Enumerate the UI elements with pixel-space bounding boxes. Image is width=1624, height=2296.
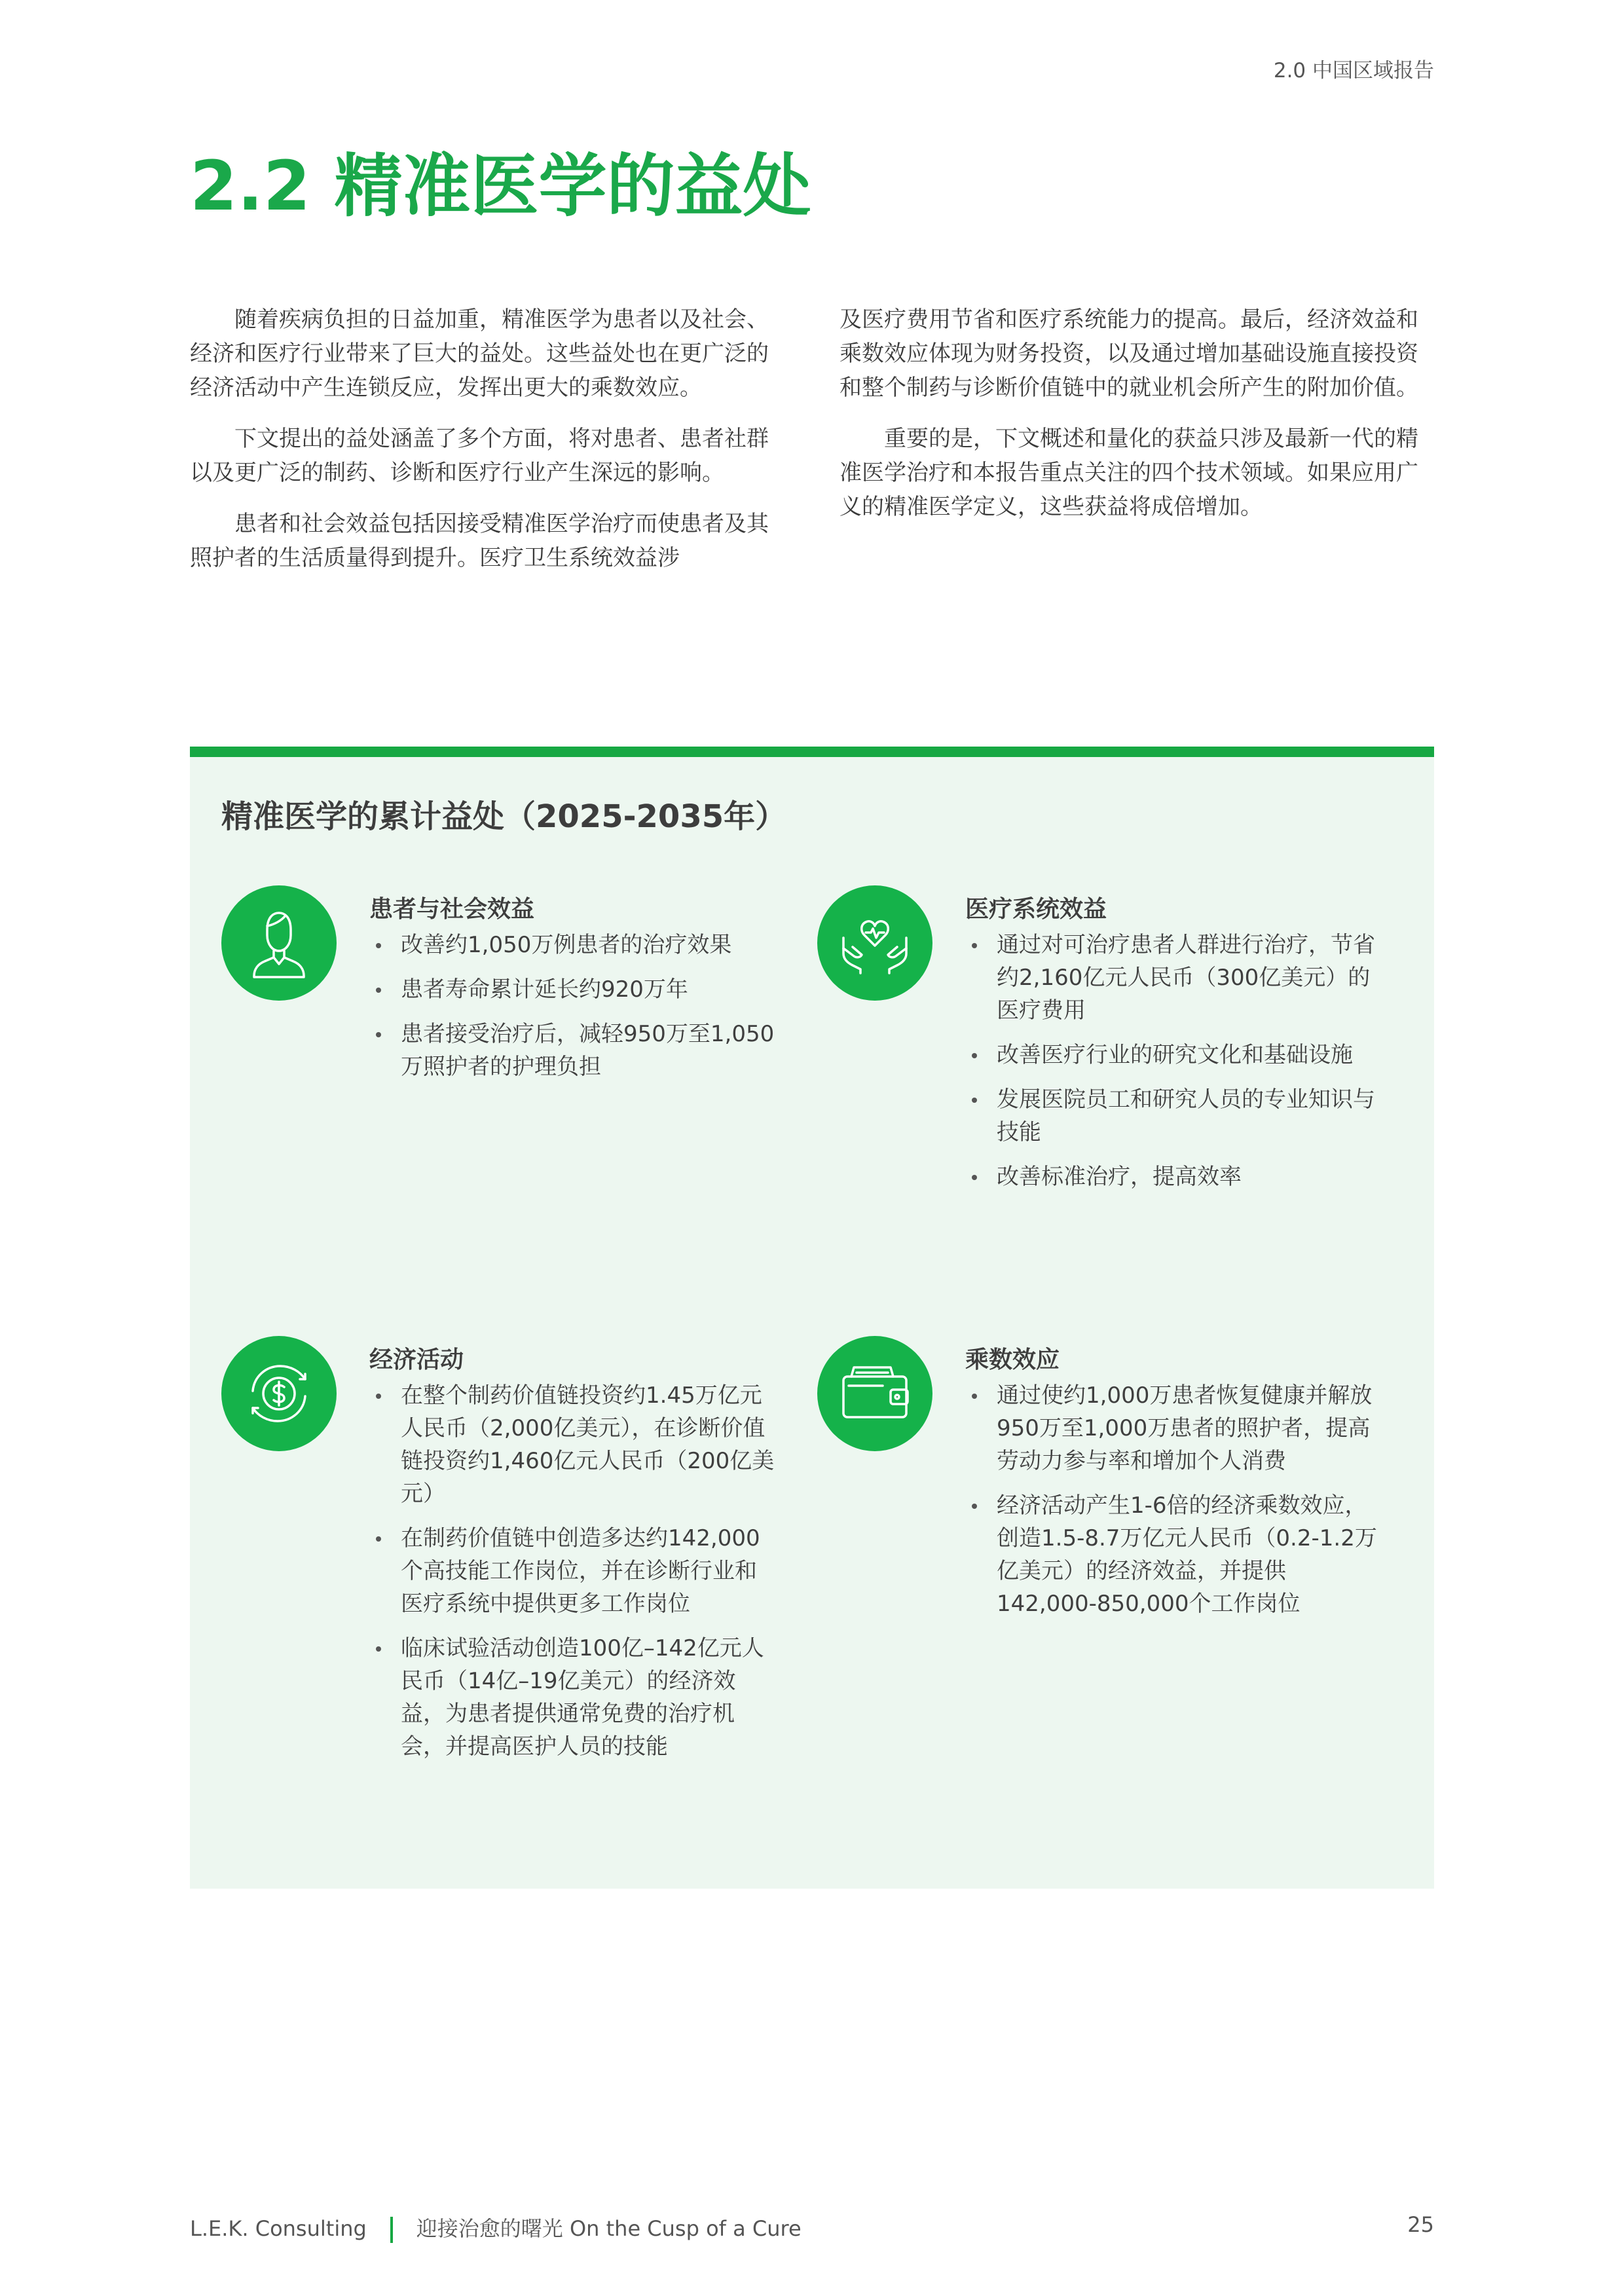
list-item: 在整个制药价值链投资约1.45万亿元人民币（2,000亿美元），在诊断价值链投资约1,460亿元人民币（200亿美元） [369,1379,775,1510]
company-name: L.E.K. Consulting [190,2216,367,2241]
list-item: 临床试验活动创造100亿–142亿元人民币（14亿–19亿美元）的经济效益，为患者提供通常免费的治疗机会，并提高医护人员的技能 [369,1632,775,1763]
dollar-cycle-icon [221,1336,337,1451]
block-title: 乘数效应 [965,1346,1060,1373]
bullet-list [965,1379,1384,1632]
paragraph: 随着疾病负担的日益加重，精准医学为患者以及社会、经济和医疗行业带来了巨大的益处。这些益处也在更广泛的经济活动中产生连锁反应，发挥出更大的乘数效应。 [190,306,769,401]
paragraph: 重要的是，下文概述和量化的获益只涉及最新一代的精准医学治疗和本报告重点关注的四个技术领域。如果应用广义的精准医学定义，这些获益将成倍增加。 [840,426,1418,520]
wallet-icon [817,1336,932,1451]
list-item: 改善医疗行业的研究文化和基础设施 [965,1039,1384,1071]
footer-divider [390,2217,393,2243]
page-number: 25 [1407,2212,1434,2237]
list-item: 在制药价值链中创造多达约142,000个高技能工作岗位，并在诊断行业和医疗系统中提供更多工作岗位 [369,1522,775,1620]
list-item: 经济活动产生1-6倍的经济乘数效应，创造1.5-8.7万亿元人民币（0.2-1.2万亿美元）的经济效益，并提供142,000-850,000个工作岗位 [965,1489,1384,1620]
bullet-list [369,929,775,1095]
list-item: 改善标准治疗，提高效率 [965,1160,1384,1193]
page-footer [190,2212,1434,2243]
heart-hands-icon [817,885,932,1001]
panel-title: 精准医学的累计益处（2025-2035年） [221,798,787,835]
right-text-column [840,303,1437,541]
paragraph: 下文提出的益处涵盖了多个方面，将对患者、患者社群以及更广泛的制药、诊断和医疗行业产生深远的影响。 [190,426,769,486]
list-item: 通过使约1,000万患者恢复健康并解放950万至1,000万患者的照护者，提高劳动力参与率和增加个人消费 [965,1379,1384,1477]
page-title: 2.2 精准医学的益处 [190,146,811,226]
block-title: 经济活动 [369,1346,464,1373]
block-title: 患者与社会效益 [369,896,535,923]
list-item: 通过对可治疗患者人群进行治疗，节省约2,160亿元人民币（300亿美元）的医疗费用 [965,929,1384,1027]
list-item: 改善约1,050万例患者的治疗效果 [369,929,775,961]
list-item: 患者接受治疗后，减轻950万至1,050万照护者的护理负担 [369,1018,775,1083]
paragraph: 及医疗费用节省和医疗系统能力的提高。最后，经济效益和乘数效应体现为财务投资，以及通过增加基础设施直接投资和整个制药与诊断价值链中的就业机会所产生的附加价值。 [840,306,1418,401]
bullet-list [369,1379,775,1775]
report-title: 迎接治愈的曙光 On the Cusp of a Cure [416,2216,802,2241]
list-item: 发展医院员工和研究人员的专业知识与技能 [965,1083,1384,1149]
person-icon [221,885,337,1001]
block-title: 医疗系统效益 [965,896,1107,923]
left-text-column [190,303,787,592]
benefits-panel [190,747,1434,1889]
bullet-list [965,929,1384,1205]
section-header: 2.0 中国区域报告 [1273,59,1434,83]
paragraph: 患者和社会效益包括因接受精准医学治疗而使患者及其照护者的生活质量得到提升。医疗卫生系统效益涉 [190,511,769,571]
list-item: 患者寿命累计延长约920万年 [369,973,775,1006]
